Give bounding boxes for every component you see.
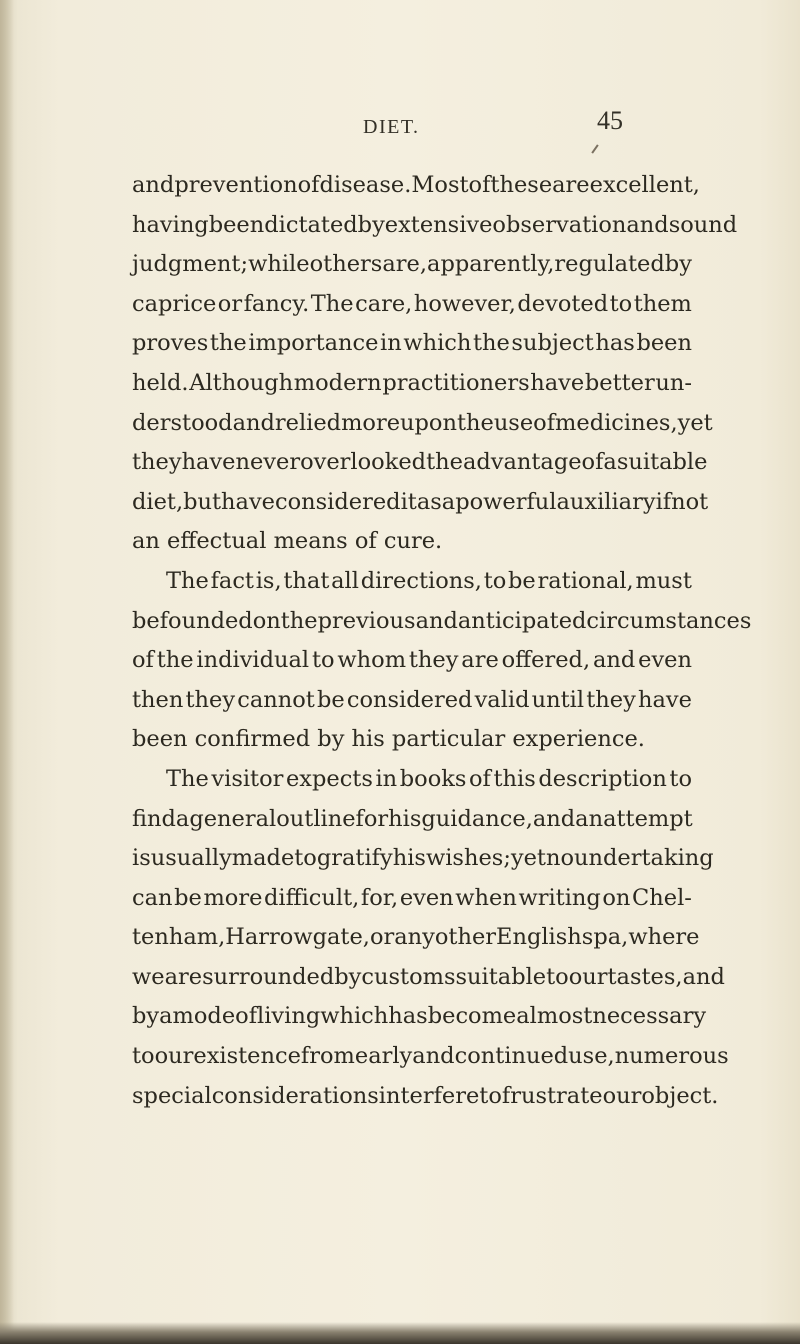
text-line: been confirmed by his particular experience. [132, 726, 645, 753]
text-line: we are surrounded by customs suitable to our tastes, and [132, 963, 725, 990]
text-line: derstood and relied more upon the use of medicines, yet [132, 409, 713, 436]
text-line: then they cannot be considered valid until they have [132, 686, 692, 713]
text-line: be founded on the previous and anticipated circumstances [132, 607, 752, 634]
text-line: judgment; while others are, apparently, regulated by [132, 251, 692, 278]
text-line: find a general outline for his guidance, and an attempt [132, 805, 693, 832]
page-bottom-edge [0, 1322, 800, 1344]
text-line: held. Although modern practitioners have better un- [132, 369, 692, 396]
text-line: an effectual means of cure. [132, 528, 443, 555]
text-line: is usually made to gratify his wishes ; yet no undertaking [132, 845, 714, 872]
text-line: The visitor expects in books of this description to [166, 765, 692, 792]
text-line: to our existence from early and continued use, numerous [132, 1043, 729, 1070]
text-line: by a mode of living which has become almost necessary [132, 1003, 707, 1030]
text-line: can be more difficult, for, even when writing on Chel- [132, 884, 692, 911]
text-line: and prevention of disease. Most of these are excellent, [132, 172, 700, 198]
text-line: they have never overlooked the advantage of a suitable [132, 449, 708, 476]
running-head-title: DIET. [363, 116, 420, 138]
body-text [132, 166, 752, 1116]
running-head [0, 106, 800, 146]
text-line: having been dictated by extensive observation and sound [132, 211, 738, 238]
text-line: special considerations interfere to frustrate our object. [132, 1082, 719, 1109]
text-line: tenham, Harrowgate, or any other English spa, where [132, 924, 700, 951]
text-line: caprice or fancy. The care, however, devoted to them [132, 290, 692, 317]
text-line: The fact is, that all directions, to be rational, must [166, 567, 692, 594]
text-line: diet, but have considered it as a powerful auxiliary if not [132, 488, 709, 515]
text-line: proves the importance in which the subject has been [132, 330, 692, 357]
text-line: of the individual to whom they are offered, and even [132, 647, 692, 674]
page-number: 45 [597, 106, 623, 135]
gutter-shadow [0, 0, 14, 1344]
